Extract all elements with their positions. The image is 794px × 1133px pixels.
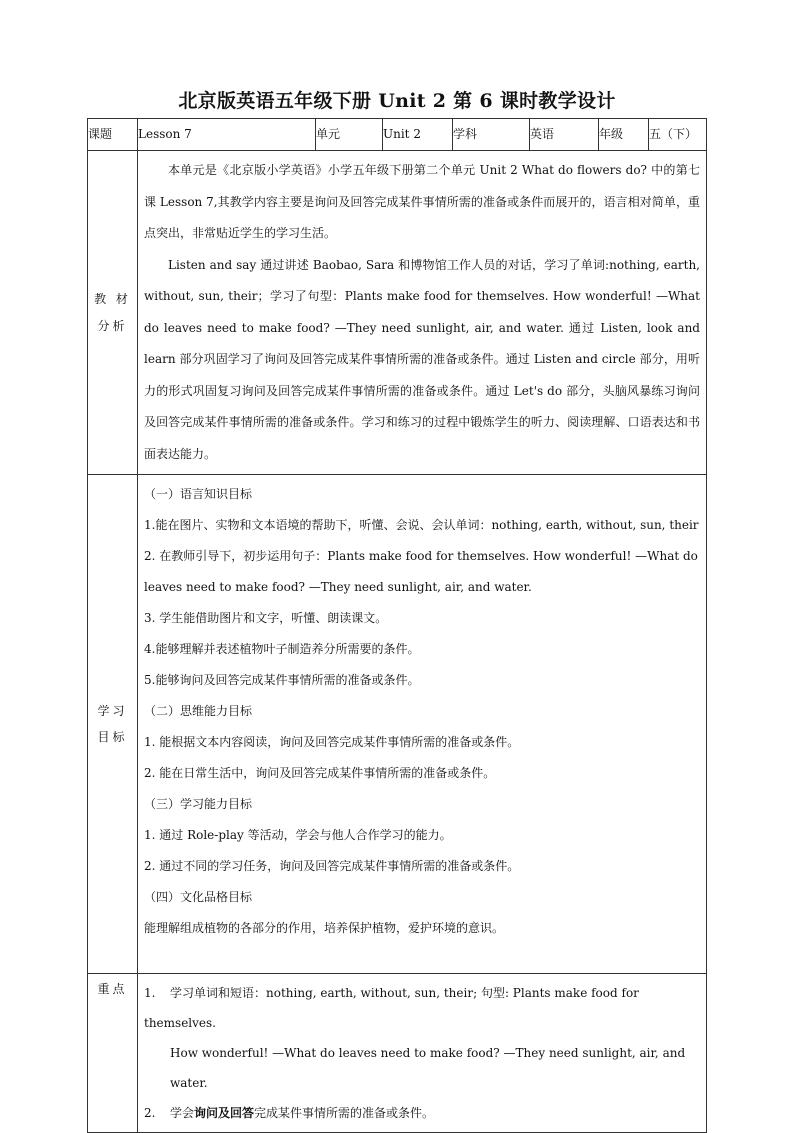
unit-label: 单元 — [316, 119, 383, 151]
analysis-paragraph: 本单元是《北京版小学英语》小学五年级下册第二个单元 Unit 2 What do flowers do? 中的第七课 Lesson 7,其教学内容主要是询问及回答完成某件事情所需的准备或条件而展开的，语言相对简单，重点突出，非常贴近学生的学习生活。 — [144, 163, 700, 240]
document-title: 北京版英语五年级下册 Unit 2 第 6 课时教学设计 — [178, 90, 616, 112]
analysis-content — [138, 151, 707, 475]
subject-value: 英语 — [530, 119, 599, 151]
goals-label-line2: 目标 — [97, 730, 128, 744]
key-point-number: 1. — [144, 986, 156, 1000]
topic-value: Lesson 7 — [138, 119, 316, 151]
goal-item: 5.能够询问及回答完成某件事情所需的准备或条件。 — [144, 673, 420, 687]
goal-item: 能理解组成植物的各部分的作用，培养保护植物，爱护环境的意识。 — [144, 921, 505, 935]
goal-item: 1.能在图片、实物和文本语境的帮助下，听懂、会说、会认单词：nothing, earth, without, sun, their — [144, 518, 699, 532]
grade-value: 五（下） — [649, 119, 707, 151]
goals-row — [88, 475, 707, 974]
key-point-text: 完成某件事情所需的准备或条件。 — [254, 1106, 435, 1120]
goal-heading: （一）语言知识目标 — [144, 487, 253, 501]
unit-value: Unit 2 — [383, 119, 453, 151]
goal-item: 3. 学生能借助图片和文字，听懂、朗读课文。 — [144, 611, 388, 625]
goal-item: 1. 通过 Role-play 等活动，学会与他人合作学习的能力。 — [144, 828, 452, 842]
analysis-row — [88, 151, 707, 475]
key-point-number: 2. — [144, 1106, 156, 1120]
key-point-text: 学习单词和短语：nothing, earth, without, sun, their; 句型: Plants make food for themselves. — [144, 986, 639, 1030]
goal-item: 2. 通过不同的学习任务，询问及回答完成某件事情所需的准备或条件。 — [144, 859, 520, 873]
goal-item: 4.能够理解并表述植物叶子制造养分所需要的条件。 — [144, 642, 420, 656]
goal-item: 1. 能根据文本内容阅读，询问及回答完成某件事情所需的准备或条件。 — [144, 735, 520, 749]
grade-label: 年级 — [599, 119, 649, 151]
key-point-text: 学会 — [170, 1106, 195, 1120]
goal-heading: （三）学习能力目标 — [144, 797, 253, 811]
analysis-label-line2: 分析 — [97, 318, 128, 333]
key-points-label: 重点 — [88, 974, 138, 1133]
key-point-continuation: How wonderful! —What do leaves need to make food? —They need sunlight, air, and water. — [170, 1046, 686, 1090]
key-point-bold-text: 询问及回答 — [194, 1106, 255, 1120]
header-row — [88, 119, 707, 151]
key-point-item — [144, 978, 700, 1038]
goal-heading: （四）文化品格目标 — [144, 890, 253, 904]
analysis-label-line1: 教 材 — [94, 292, 131, 307]
goal-item: 2. 能在日常生活中，询问及回答完成某件事情所需的准备或条件。 — [144, 766, 496, 780]
analysis-paragraph: Listen and say 通过讲述 Baobao, Sara 和博物馆工作人员的对话，学习了单词:nothing, earth, without, sun, their；学习了句型：Plants make food for themselves. How wonderful! —What do leaves need to make food? —They need sunlight, air, and water. 通过 Listen, look and learn 部分巩固学习了询问及回答完成某件事情所需的准备或条件。通过 Listen and circle 部分，用听力的形式巩固复习询问及回答完成某件事情所需的准备或条件。通过 Let's do 部分，头脑风暴练习询问及回答完成某件事情所需的准备或条件。学习和练习的过程中锻炼学生的听力、阅读理解、口语表达和书面表达能力。 — [144, 257, 700, 461]
analysis-label — [88, 151, 138, 475]
topic-label: 课题 — [88, 119, 138, 151]
key-point-item — [144, 1098, 700, 1128]
subject-label: 学科 — [453, 119, 530, 151]
key-points-content — [138, 974, 707, 1133]
goal-item: 2. 在教师引导下，初步运用句子：Plants make food for themselves. How wonderful! —What do leaves need to make food? —They need sunlight, air, and water. — [144, 549, 698, 594]
goals-content — [138, 475, 707, 974]
key-points-row — [88, 974, 707, 1133]
goals-label — [88, 475, 138, 974]
goals-label-line1: 学习 — [97, 703, 128, 718]
lesson-plan-table — [87, 118, 707, 1133]
goal-heading: （二）思维能力目标 — [144, 704, 253, 718]
